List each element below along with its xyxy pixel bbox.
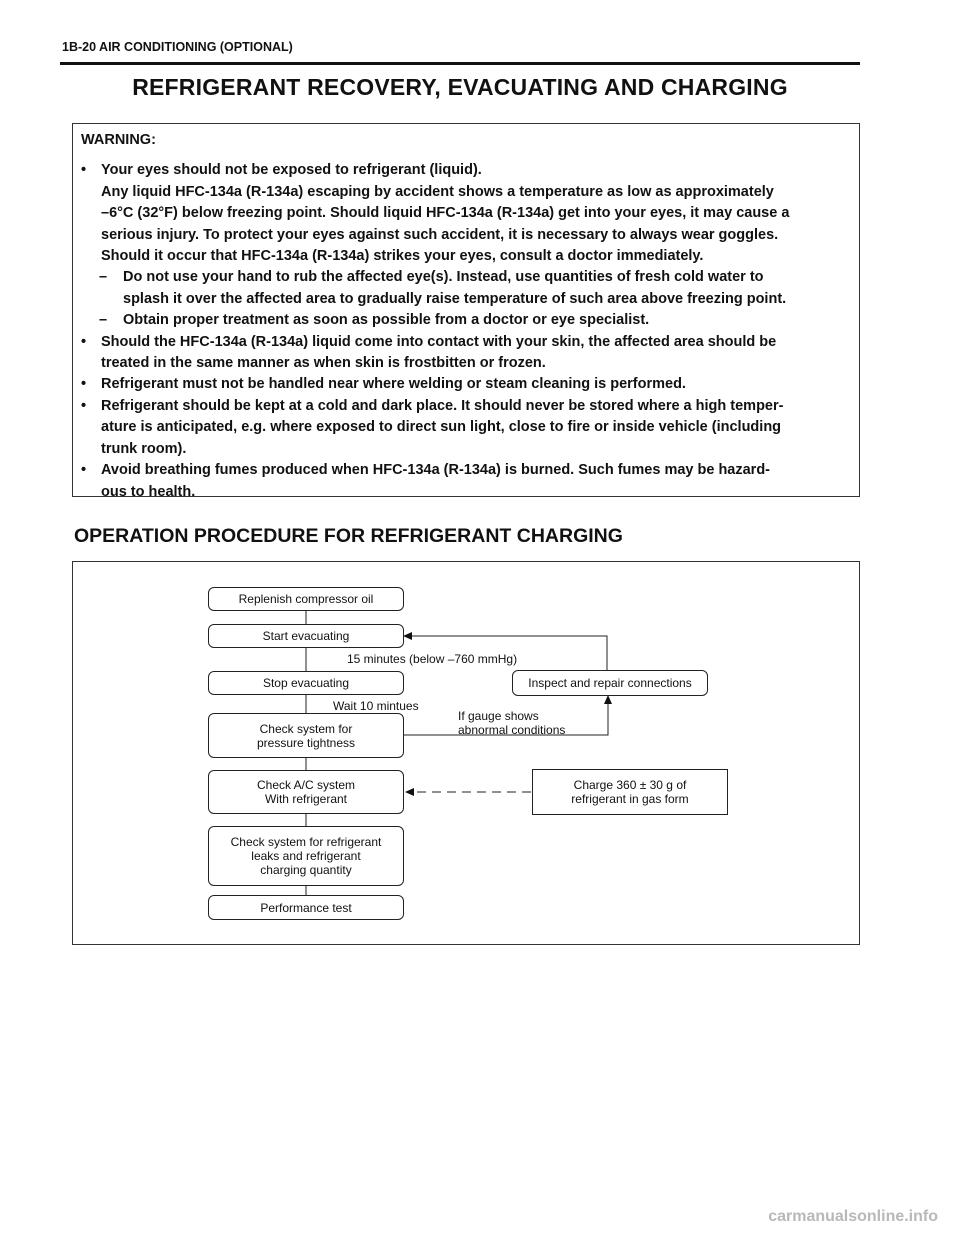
- step-start-evacuating: Start evacuating: [208, 624, 404, 648]
- dash-marker: –: [99, 312, 108, 329]
- warning-item: [81, 160, 853, 267]
- warning-subitem: [81, 310, 853, 331]
- step-check-leaks: Check system for refrigerant leaks and refrigerant charging quantity: [208, 826, 404, 886]
- step-replenish-oil: Replenish compressor oil: [208, 587, 404, 611]
- warning-line: ature is anticipated, e.g. where exposed to direct sun light, close to fire or inside vehicle (including: [101, 419, 782, 436]
- wait-label: Wait 10 mintues: [333, 699, 419, 713]
- step-charge-refrigerant: Charge 360 ± 30 g of refrigerant in gas form: [532, 769, 728, 815]
- warning-line: splash it over the affected area to gradually raise temperature of such area above freezing point.: [123, 290, 787, 307]
- flowchart-connectors: [73, 562, 861, 946]
- warning-line: ous to health.: [101, 483, 196, 500]
- abnormal-condition-label: If gauge shows abnormal conditions: [458, 709, 566, 737]
- warning-line: Should the HFC-134a (R-134a) liquid come into contact with your skin, the affected area should be: [101, 333, 777, 350]
- bullet-marker: •: [81, 376, 87, 393]
- bullet-marker: •: [81, 333, 87, 350]
- warning-line: Refrigerant should be kept at a cold and dark place. It should never be stored where a high temper-: [101, 397, 784, 414]
- warning-line: trunk room).: [101, 440, 187, 457]
- warning-line: treated in the same manner as when skin is frostbitten or frozen.: [101, 355, 546, 372]
- warning-line: –6°C (32°F) below freezing point. Should liquid HFC-134a (R-134a) get into your eyes, it may cause a: [101, 205, 790, 222]
- warning-line: Refrigerant must not be handled near where welding or steam cleaning is performed.: [101, 376, 686, 393]
- page-title: REFRIGERANT RECOVERY, EVACUATING AND CHARGING: [132, 74, 788, 100]
- section-heading: OPERATION PROCEDURE FOR REFRIGERANT CHARGING: [74, 525, 623, 547]
- step-performance-test: Performance test: [208, 895, 404, 920]
- warning-item: [81, 396, 853, 460]
- flowchart-diagram: [72, 561, 860, 945]
- warning-subitem: [81, 267, 853, 310]
- warning-line: Avoid breathing fumes produced when HFC-134a (R-134a) is burned. Such fumes may be hazard-: [101, 462, 771, 479]
- warning-line: Your eyes should not be exposed to refrigerant (liquid).: [101, 162, 482, 179]
- warning-line: Obtain proper treatment as soon as possible from a doctor or eye specialist.: [123, 312, 650, 329]
- warning-box: [72, 123, 860, 500]
- duration-label: 15 minutes (below –760 mmHg): [347, 652, 518, 666]
- warning-item: [81, 374, 853, 395]
- watermark: carmanualsonline.info: [768, 1208, 938, 1225]
- running-title: 1B-20 AIR CONDITIONING (OPTIONAL): [62, 40, 293, 54]
- warning-label: WARNING:: [81, 132, 156, 148]
- step-inspect-repair: Inspect and repair connections: [512, 670, 708, 696]
- bullet-marker: •: [81, 162, 87, 179]
- warning-line: Any liquid HFC-134a (R-134a) escaping by accident shows a temperature as low as approximately: [101, 183, 774, 200]
- step-stop-evacuating: Stop evacuating: [208, 671, 404, 695]
- dash-marker: –: [99, 269, 108, 286]
- running-header: [60, 40, 860, 65]
- warning-line: Should it occur that HFC-134a (R-134a) strikes your eyes, consult a doctor immediately.: [101, 248, 704, 265]
- warning-line: Do not use your hand to rub the affected eye(s). Instead, use quantities of fresh cold water to: [123, 269, 764, 286]
- step-check-pressure: Check system for pressure tightness: [208, 713, 404, 758]
- bullet-marker: •: [81, 462, 87, 479]
- bullet-marker: •: [81, 397, 87, 414]
- warning-item: [81, 332, 853, 375]
- warning-line: serious injury. To protect your eyes against such accident, it is necessary to always wear goggles.: [101, 226, 779, 243]
- warning-item: [81, 460, 853, 503]
- step-check-ac-system: Check A/C system With refrigerant: [208, 770, 404, 814]
